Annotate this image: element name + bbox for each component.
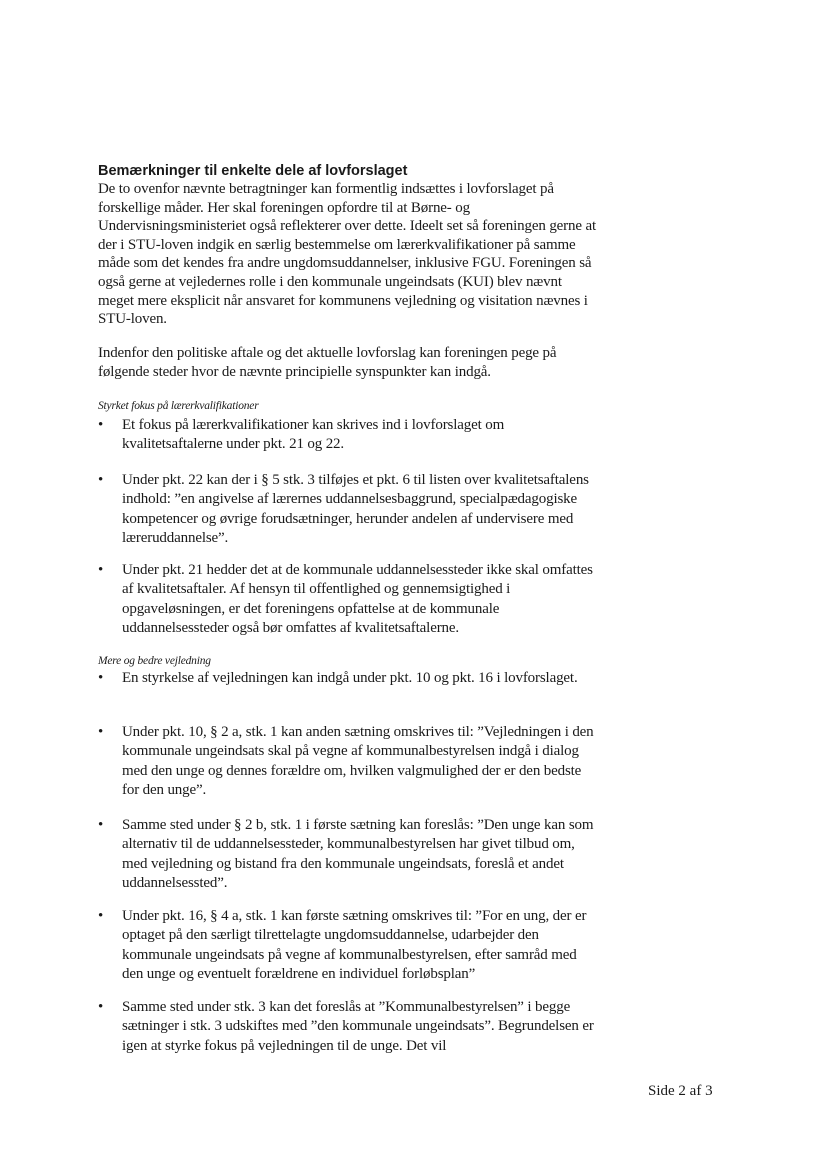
- list-item: [98, 561, 598, 639]
- bullet-icon: •: [98, 562, 104, 578]
- list-item: [98, 471, 598, 549]
- section-heading: Bemærkninger til enkelte dele af lovforslaget: [98, 163, 408, 179]
- page-number: Side 2 af 3: [648, 1083, 713, 1099]
- subheading-teacher-qualifications: Styrket fokus på lærerkvalifikationer: [98, 400, 259, 412]
- bullet-icon: •: [98, 908, 104, 924]
- list-item-text: En styrkelse af vejledningen kan indgå under pkt. 10 og pkt. 16 i lovforslaget.: [122, 670, 578, 686]
- bullet-icon: •: [98, 999, 104, 1015]
- bullet-icon: •: [98, 670, 104, 686]
- paragraph-options: Indenfor den politiske aftale og det aktuelle lovforslag kan foreningen pege på følgende steder hvor de nævnte principielle synspunkter kan indgå.: [98, 345, 557, 380]
- list-item-text: Samme sted under stk. 3 kan det foreslås at ”Kommunalbestyrelsen” i begge sætninger i stk. 3 udskiftes med ”den kommunale ungeindsats”. Begrundelsen er igen at styrke fokus på vejledningen til de unge. Det vil: [122, 999, 594, 1054]
- subheading-guidance: Mere og bedre vejledning: [98, 655, 211, 667]
- bullet-icon: •: [98, 724, 104, 740]
- list-item-text: Et fokus på lærerkvalifikationer kan skrives ind i lovforslaget om kvalitetsaftalerne under pkt. 21 og 22.: [122, 417, 505, 453]
- list-item-text: Under pkt. 10, § 2 a, stk. 1 kan anden sætning omskrives til: ”Vejledningen i den kommunale ungeindsats skal på vegne af kommunalbestyrelsen indgå i dialog med den unge og dennes forældre om, hvilken valgmulighed der er den bedste for den unge”.: [122, 724, 594, 799]
- bullet-icon: •: [98, 817, 104, 833]
- list-item-text: Samme sted under § 2 b, stk. 1 i første sætning kan foreslås: ”Den unge kan som alternativ til de uddannelsessteder, kommunalbestyrelsen har givet tilbud om, med vejledning og bistand fra den kommunale ungeindsats, foreslå et andet uddannelsessted”.: [122, 817, 594, 892]
- list-item-text: Under pkt. 16, § 4 a, stk. 1 kan første sætning omskrives til: ”For en ung, der er optaget på den særligt tilrettelagte ungdomsuddannelse, udarbejder den kommunale ungeindsats på vegne af kommunalbestyrelsen, efter samråd med den unge og eventuelt forældrene en individuel forløbsplan”: [122, 908, 587, 983]
- list-item-text: Under pkt. 21 hedder det at de kommunale uddannelsessteder ikke skal omfattes af kvalitetsaftaler. Af hensyn til offentlighed og gennemsigtighed i opgaveløsningen, er det foreningens opfattelse at de kommunale uddannelsessteder også bør omfattes af kvalitetsaftalerne.: [122, 562, 593, 637]
- list-item-text: Under pkt. 22 kan der i § 5 stk. 3 tilføjes et pkt. 6 til listen over kvalitetsaftalens indhold: ”en angivelse af lærernes uddannelsesbaggrund, specialpædagogiske kompetencer og øvrige forudsætninger, herunder andelen af undervisere med læreruddannelse”.: [122, 472, 589, 547]
- paragraph-intro: De to ovenfor nævnte betragtninger kan formentlig indsættes i lovforslaget på forskellige måder. Her skal foreningen opfordre til at Børne- og Undervisningsministeriet også reflekterer over dette. Ideelt set så foreningen gerne at der i STU-loven indgik en særlig bestemmelse om lærerkvalifikationer på samme måde som det kendes fra andre ungdomsuddannelser, inklusive FGU. Foreningen så også gerne at vejledernes rolle i den kommunale ungeindsats (KUI) blev nævnt meget mere eksplicit når ansvaret for kommunens vejledning og visitation nævnes i STU-loven.: [98, 181, 597, 328]
- bullet-icon: •: [98, 417, 104, 433]
- list-item: [98, 816, 598, 894]
- list-item: [98, 669, 598, 688]
- bullet-icon: •: [98, 472, 104, 488]
- list-item: [98, 416, 598, 455]
- list-item: [98, 907, 598, 985]
- list-item: [98, 998, 598, 1056]
- list-item: [98, 723, 598, 801]
